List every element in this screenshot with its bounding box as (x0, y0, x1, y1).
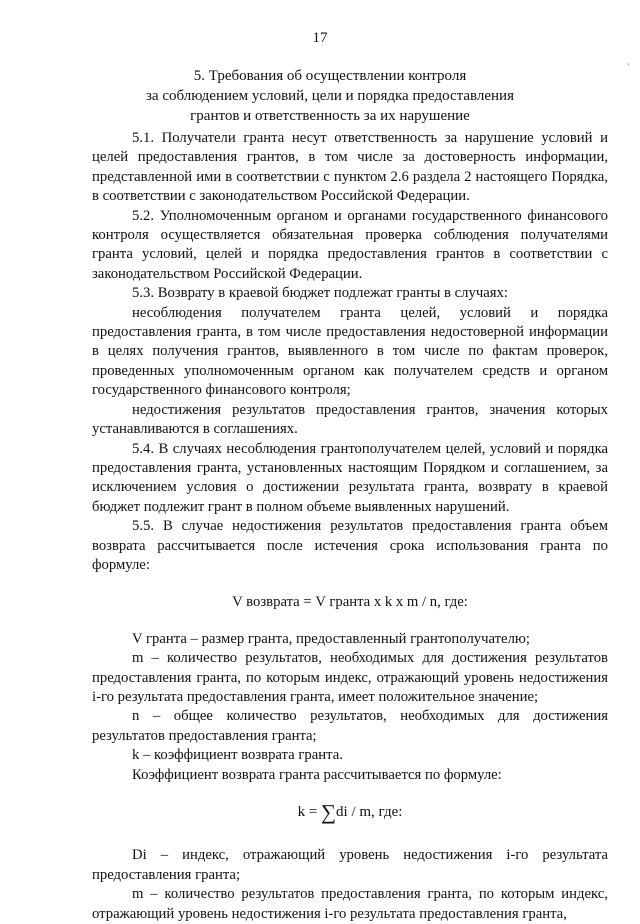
section-title-line-1: 5. Требования об осуществлении контроля (193, 68, 467, 84)
coefficient-intro: Коэффициент возврата гранта рассчитывается по формуле: (132, 766, 502, 783)
sum-symbol: ∑ (321, 800, 337, 824)
paragraph-5-4: 5.4. В случаях несоблюдения грантополучателем целей, условий и порядка предоставления гранта, установленных настоящим Порядком и соглашением, за исключением условия о достижении результата гранта, возврату в краевой бюджет подлежит грант в полном объеме выявленных нарушений. (92, 440, 608, 515)
definition-n: n – общее количество результатов, необходимых для достижения результатов предоставления гранта; (92, 708, 608, 744)
return-volume-formula: V возврата = V гранта x k x m / n, где: (232, 594, 468, 611)
paragraph-5-3: 5.3. Возврату в краевой бюджет подлежат гранты в случаях: (132, 285, 508, 302)
paragraph-case-1: несоблюдения получателем гранта целей, условий и порядка предоставления гранта, в том числе предоставления недостоверной информации в целях получения грантов, выявленного в том числе по фактам проверок, проведенных уполномоченным органом как получателем средств и органом государственного финансового контроля; (92, 304, 608, 399)
document-body (92, 129, 608, 924)
paragraph-5-1: 5.1. Получатели гранта несут ответственность за нарушение условий и целей предоставления грантов, в том числе за достоверность информации, представленной ими в соответствии с пунктом 2.6 раздела 2 настоящего Порядка, в соответствии с законодательством Российской Федерации. (92, 130, 608, 205)
definition-di: Di – индекс, отражающий уровень недостижения i-го результата предоставления гранта; (92, 847, 608, 883)
definition-v-grant: V гранта – размер гранта, предоставленный грантополучателю; (132, 630, 530, 647)
section-title-line-3: грантов и ответственность за их нарушение (190, 108, 470, 124)
paragraph-case-2: недостижения результатов предоставления грантов, значения которых устанавливаются в соглашениях. (92, 401, 608, 438)
formula-lhs: k = (297, 804, 322, 820)
page-number: 17 (312, 30, 328, 46)
definition-m: m – количество результатов, необходимых для достижения результатов предоставления гранта, по которым индекс, отражающий уровень недостижения i-го результата предоставления гранта, имеет положительное значение; (92, 650, 608, 705)
paragraph-5-2: 5.2. Уполномоченным органом и органами государственного финансового контроля осуществляется обязательная проверка соблюдения получателями гранта условий, целей и порядка предоставления грантов в соответствии с законодательством Российской Федерации. (92, 207, 608, 282)
corner-mark: ' (628, 62, 630, 71)
definition-k: k – коэффициент возврата гранта. (132, 747, 343, 764)
formula-rhs: di / m, где: (336, 804, 403, 820)
paragraph-5-5: 5.5. В случае недостижения результатов предоставления гранта объем возврата рассчитывается после истечения срока использования гранта по формуле: (92, 518, 608, 573)
section-title (60, 66, 600, 126)
definition-m-index: m – количество результатов предоставления гранта, по которым индекс, отражающий уровень недостижения i-го результата предоставления гранта, (92, 886, 608, 922)
section-title-line-2: за соблюдением условий, цели и порядка предоставления (146, 88, 514, 104)
coefficient-formula (92, 800, 608, 824)
